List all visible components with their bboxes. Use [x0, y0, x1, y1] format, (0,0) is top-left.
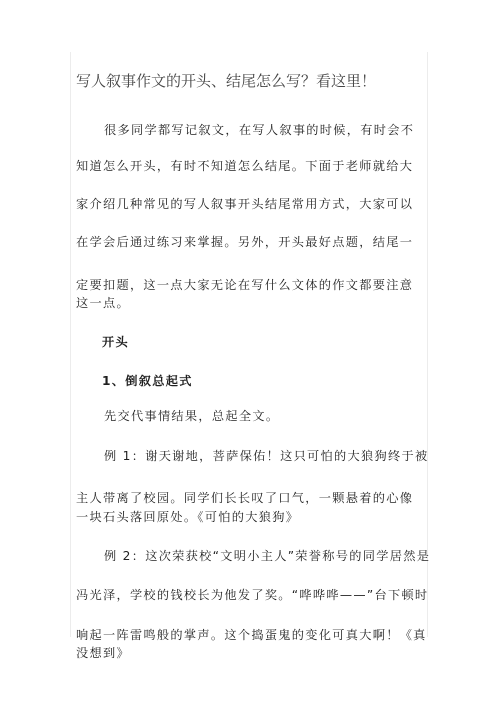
example-line: 响起一阵雷鸣般的掌声。这个捣蛋鬼的变化可真大啊！《真 [76, 628, 427, 642]
paragraph-line: 在学会后通过练习来掌握。另外，开头最好点题，结尾一 [76, 235, 414, 249]
example-line: 冯光泽，学校的钱校长为他发了奖。“哗哗哗——”台下顿时 [76, 588, 429, 602]
section-heading: 开头 [102, 335, 129, 349]
paragraph-line: 家介绍几种常见的写人叙事开头结尾常用方式，大家可以 [76, 197, 414, 211]
example-line: 没想到》 [76, 646, 130, 660]
example-line: 例 2：这次荣获校“文明小主人”荣誉称号的同学居然是 [104, 549, 431, 563]
paragraph-line: 先交代事情结果，总起全文。 [104, 409, 280, 423]
paragraph-line: 定要扣题，这一点大家无论在写什么文体的作文都要注意 [76, 278, 414, 292]
paragraph-line: 很多同学都写记叙文，在写人叙事的时候，有时会不 [104, 123, 415, 137]
example-line: 例 1：谢天谢地，菩萨保佑！这只可怕的大狼狗终于被 [104, 449, 429, 463]
example-line: 主人带离了校园。同学们长长叹了口气，一颗悬着的心像 [76, 491, 414, 505]
example-line: 一块石头落回原处。《可怕的大狼狗》 [76, 510, 300, 524]
paragraph-line: 知道怎么开头，有时不知道怎么结尾。下面于老师就给大 [76, 159, 414, 173]
subsection-heading: 1、倒叙总起式 [102, 374, 193, 388]
article-title: 写人叙事作文的开头、结尾怎么写？看这里！ [76, 72, 377, 90]
paragraph-line: 这一点。 [76, 296, 130, 310]
